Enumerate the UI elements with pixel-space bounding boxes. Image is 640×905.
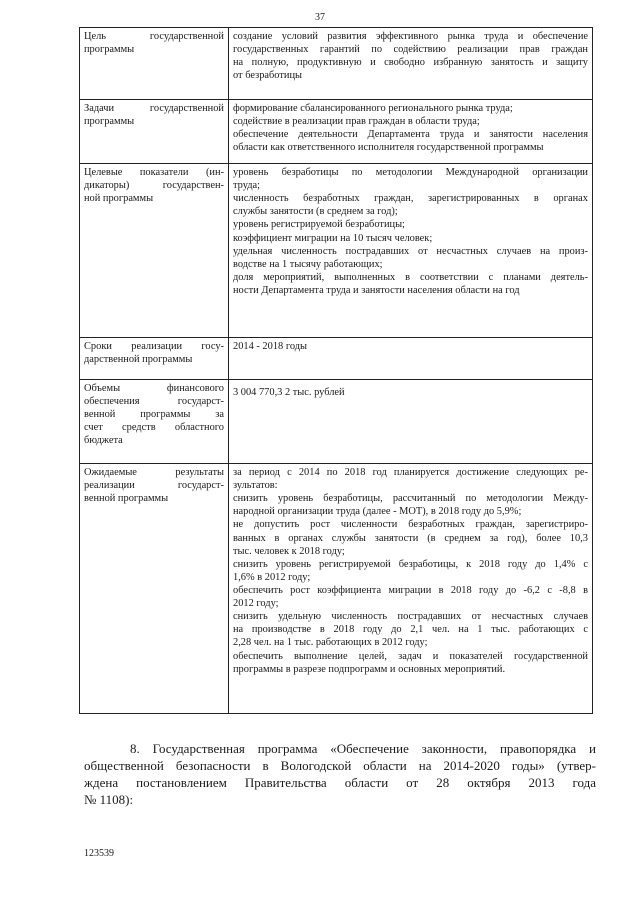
row-value-line: коэффициент миграции на 10 тысяч человек; — [233, 232, 433, 244]
row-value-line: численность безработных граждан, зарегистрированных в органах — [233, 193, 588, 205]
table-row — [80, 380, 593, 464]
page-number: 37 — [315, 12, 325, 23]
row-value-line: 1,6% в 2012 году; — [233, 571, 311, 583]
row-value-line: ванных в органах службы занятости (в среднем за год), более 10,3 — [233, 532, 588, 544]
row-value-line: 2,28 чел. на 1 тыс. работающих в 2012 году; — [233, 637, 428, 649]
row-label — [80, 380, 229, 464]
row-value-line: снизить удельную численность пострадавших от несчастных случаев — [233, 611, 588, 623]
row-value-line: обеспечить выполнение целей, задач и показателей государственной — [233, 650, 588, 662]
row-label-line: дарственной программы — [84, 354, 193, 366]
row-value — [229, 164, 593, 338]
row-label-line: Задачи государственной — [84, 103, 224, 114]
row-value-line: области как ответственного исполнителя государственной программы — [233, 142, 544, 154]
row-label-line: Целевые показатели (ин- — [84, 167, 224, 178]
row-label-line: Ожидаемые результаты — [84, 467, 224, 478]
row-label-line: Объемы финансового — [84, 383, 224, 394]
row-label — [80, 28, 229, 100]
row-value-line: обеспечить рост коэффициента миграции в 2018 году до -6,2 с -8,8 в — [233, 584, 588, 596]
row-value-line: уровень безработицы по методологии Международной организации — [233, 167, 588, 178]
row-label-line: бюджета — [84, 435, 123, 447]
table-row — [80, 28, 593, 100]
row-value-line: службы занятости (в среднем за год); — [233, 206, 398, 218]
row-value-line: тыс. человек к 2018 году; — [233, 545, 345, 557]
row-value — [229, 380, 593, 464]
row-value-line: снизить уровень безработицы, рассчитанный по методологии Между- — [233, 493, 588, 505]
row-label-line: программы — [84, 116, 135, 128]
paragraph-line: 8. Государственная программа «Обеспечение законности, правопорядка и — [130, 741, 596, 756]
row-label — [80, 100, 229, 164]
row-label-line: дикаторы) государствен- — [84, 180, 224, 192]
program-heading-paragraph — [84, 741, 596, 809]
row-value-line: зультатов: — [233, 480, 278, 492]
row-value — [229, 338, 593, 380]
row-value-line: 2012 году; — [233, 598, 279, 610]
row-value-line: удельная численность пострадавших от несчастных случаев на произ- — [233, 245, 588, 257]
paragraph-line: № 1108): — [84, 791, 134, 807]
row-label — [80, 464, 229, 714]
row-label — [80, 164, 229, 338]
row-value-line: снизить уровень регистрируемой безработицы, к 2018 году до 1,4% с — [233, 558, 588, 570]
table-row — [80, 464, 593, 714]
table-row — [80, 338, 593, 380]
table-row — [80, 100, 593, 164]
document-code: 123539 — [84, 848, 114, 859]
program-passport-table — [79, 27, 593, 714]
row-value-line: от безработицы — [233, 70, 302, 82]
row-value-line: ности Департамента труда и занятости населения области на год — [233, 284, 520, 296]
row-label-line: обеспечения государст- — [84, 396, 224, 408]
row-value-line: доля мероприятий, выполненных в соответствии с планами деятель- — [233, 271, 588, 283]
row-value-line: создание условий развития эффективного рынка труда и обеспечение — [233, 31, 588, 42]
table-row — [80, 164, 593, 338]
row-value-line: уровень регистрируемой безработицы; — [233, 219, 405, 231]
row-value-line: за период с 2014 по 2018 год планируется достижение следующих ре- — [233, 467, 588, 478]
paragraph-line: ждена постановлением Правительства области от 28 октября 2013 года — [84, 774, 596, 790]
row-value-line: государственных гарантий по содействию реализации прав граждан — [233, 44, 588, 56]
row-label-line: венной программы — [84, 493, 169, 505]
row-value — [229, 100, 593, 164]
row-value-line: водстве на 1 тысячу работающих; — [233, 258, 383, 270]
row-value — [229, 28, 593, 100]
row-value-line: на полную, продуктивную и свободно избранную занятость и защиту — [233, 57, 588, 69]
row-label-line: Цель государственной — [84, 31, 224, 42]
row-value-line: обеспечение деятельности Департамента труда и занятости населения — [233, 129, 588, 141]
row-value-line: на производстве в 2018 году до 2,1 чел. на 1 тыс. работающих с — [233, 624, 588, 636]
row-label-line: счет средств областного — [84, 422, 224, 434]
row-value — [229, 464, 593, 714]
row-value-line: не допустить рост численности безработных граждан, зарегистриро- — [233, 519, 588, 531]
row-value-line: 2014 - 2018 годы — [233, 341, 307, 352]
row-value-line: 3 004 770,3 2 тыс. рублей — [233, 387, 345, 398]
row-value-line: программы в разрезе подпрограмм и основных мероприятий. — [233, 663, 506, 675]
row-value-line: содействие в реализации прав граждан в области труда; — [233, 116, 480, 128]
row-label-line: программы — [84, 44, 135, 56]
row-label — [80, 338, 229, 380]
row-value-line: формирование сбалансированного регионального рынка труда; — [233, 103, 513, 114]
row-value-line: труда; — [233, 180, 261, 192]
row-value-line: народной организации труда (далее - МОТ), в 2018 году до 5,9%; — [233, 506, 522, 518]
row-label-line: реализации государст- — [84, 480, 224, 492]
row-label-line: Сроки реализации госу- — [84, 341, 224, 352]
row-label-line: ной программы — [84, 193, 154, 205]
paragraph-line: общественной безопасности в Вологодской области на 2014-2020 годы» (утвер- — [84, 757, 596, 773]
row-label-line: венной программы за — [84, 409, 224, 421]
